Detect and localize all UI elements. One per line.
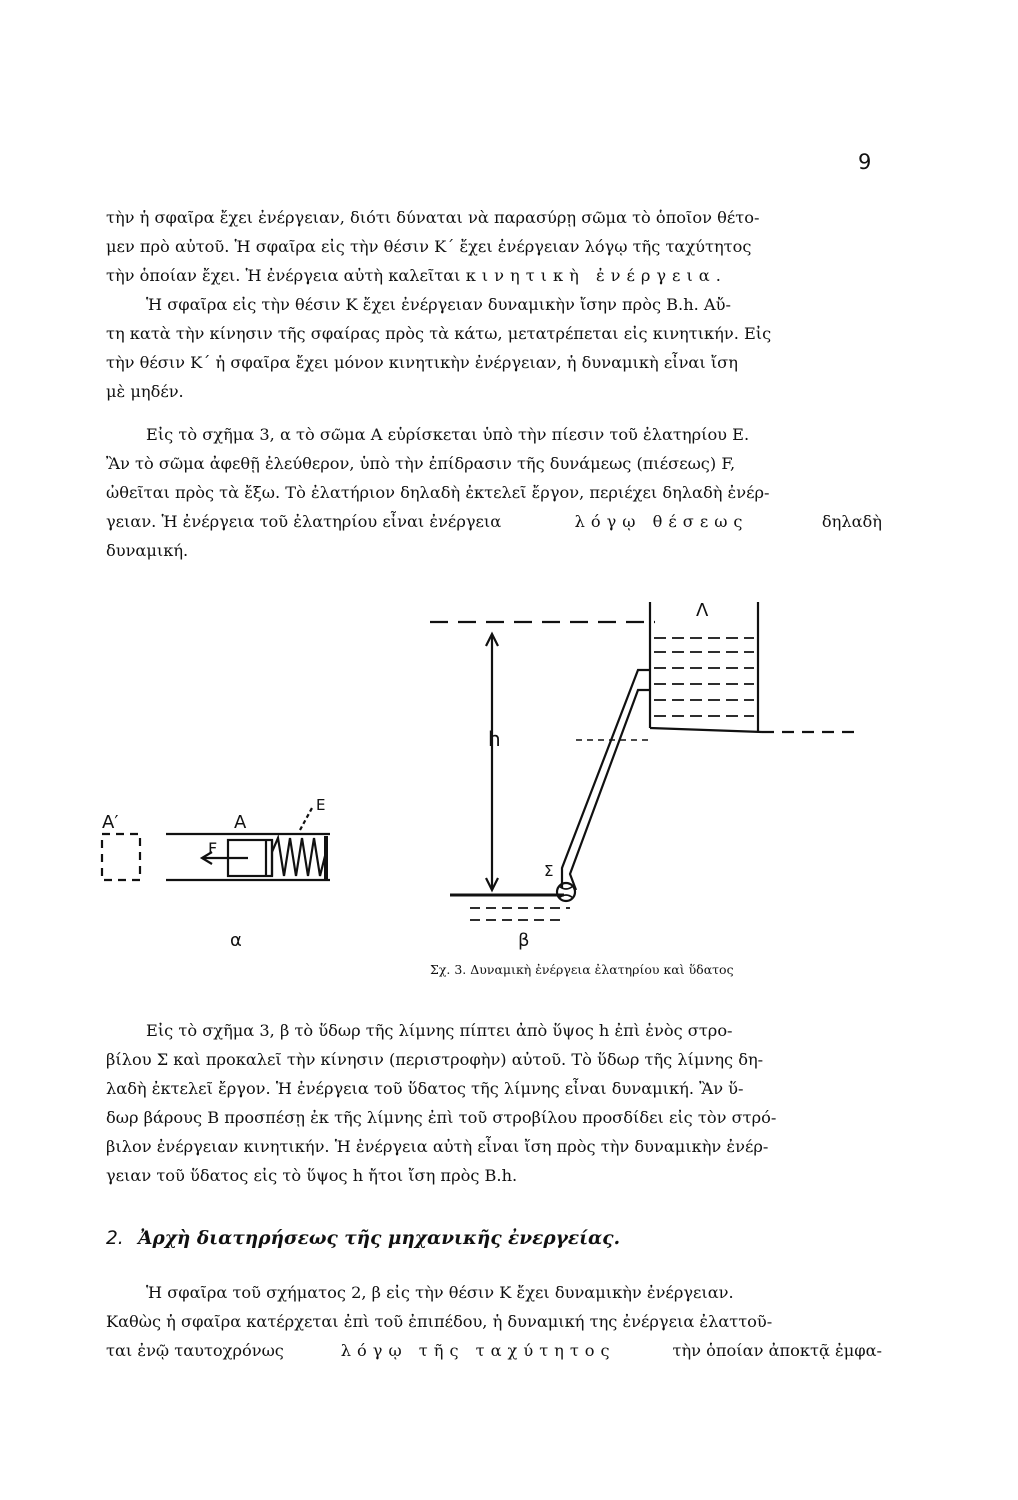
text-segment: ται ἐνῷ ταυτοχρόνως [106,1341,284,1360]
figure-3 [90,590,880,990]
text-line: δυναμική. [106,541,189,560]
text-segment: τὴν ὁποίαν ἀποκτᾷ ἐμφα- [672,1341,882,1360]
text-line: τὴν ἡ σφαῖρα ἔχει ἐνέργειαν, διότι δύναται νὰ παρασύρῃ σῶμα τὸ ὁποῖον θέτο- [106,208,760,227]
label-beta: β [518,930,530,951]
text-segment: τὴν ὁποίαν ἔχει. Ἡ ἐνέργεια αὐτὴ καλεῖται [106,266,461,285]
text-line: ὠθεῖται πρὸς τὰ ἔξω. Τὸ ἐλατήριον δηλαδὴ ἐκτελεῖ ἔργον, περιέχει δηλαδὴ ἐνέρ- [106,483,770,502]
text-line: Ἂν τὸ σῶμα ἀφεθῇ ἐλεύθερον, ὑπὸ τὴν ἐπίδρασιν τῆς δυνάμεως (πιέσεως) F, [106,454,736,473]
text-line: Ἡ σφαῖρα τοῦ σχήματος 2, β εἰς τὴν θέσιν Κ ἔχει δυναμικὴν ἐνέργειαν. [146,1283,734,1302]
paragraph-4 [106,1016,882,1190]
text-line [106,507,882,536]
spaced-term: κινητικὴ ἐνέργεια. [465,266,727,285]
label-lambda: Λ [696,600,709,621]
label-f: F [208,839,218,858]
text-line [106,1336,882,1365]
text-line: Εἰς τὸ σχῆμα 3, β τὸ ὕδωρ τῆς λίμνης πίπτει ἀπὸ ὕψος h ἐπὶ ἑνὸς στρο- [146,1021,733,1040]
section-number: 2. [106,1228,124,1249]
penstock-pipe-inner [570,690,650,890]
text-line: βίλου Σ καὶ προκαλεῖ τὴν κίνησιν (περιστροφὴν) αὐτοῦ. Τὸ ὕδωρ τῆς λίμνης δη- [106,1050,764,1069]
paragraph-5 [106,1278,882,1365]
text-line: γειαν τοῦ ὕδατος εἰς τὸ ὕψος h ἤτοι ἴση πρὸς Β.h. [106,1166,518,1185]
text-line: τὴν θέσιν Κ΄ ἡ σφαῖρα ἔχει μόνον κινητικὴν ἐνέργειαν, ἡ δυναμικὴ εἶναι ἴση [106,353,738,372]
label-a: A [234,812,247,833]
text-segment: δηλαδὴ [821,512,882,531]
text-line: Ἡ σφαῖρα εἰς τὴν θέσιν Κ ἔχει ἐνέργειαν δυναμικὴν ἴσην πρὸς Β.h. Αὔ- [146,295,731,314]
label-a-prime: A′ [102,812,119,833]
label-e: E [316,796,326,814]
text-line: δωρ βάρους Β προσπέσῃ ἐκ τῆς λίμνης ἐπὶ τοῦ στροβίλου προσδίδει εἰς τὸν στρό- [106,1108,777,1127]
spaced-term: λόγῳ τῆς ταχύτητος [340,1341,616,1360]
text-line: Εἰς τὸ σχῆμα 3, α τὸ σῶμα Α εὑρίσκεται ὑπὸ τὴν πίεσιν τοῦ ἐλατηρίου Ε. [146,425,750,444]
text-segment: γειαν. Ἡ ἐνέργεια τοῦ ἐλατηρίου εἶναι ἐνέργεια [106,512,502,531]
label-alpha: α [230,930,242,951]
section-heading [106,1228,620,1249]
label-sigma: Σ [544,862,554,880]
figure-caption: Σχ. 3. Δυναμικὴ ἐνέργεια ἐλατηρίου καὶ ὕδατος [430,962,734,977]
text-line: λαδὴ ἐκτελεῖ ἔργον. Ἡ ἐνέργεια τοῦ ὕδατος τῆς λίμνης εἶναι δυναμική. Ἂν ὕ- [106,1079,744,1098]
spring-e [272,838,326,876]
spaced-term: λόγῳ θέσεως [574,512,749,531]
page-number: 9 [858,150,872,174]
paragraph-2 [106,290,882,406]
text-line: τη κατὰ τὴν κίνησιν τῆς σφαίρας πρὸς τὰ κάτω, μετατρέπεται εἰς κινητικήν. Εἰς [106,324,772,343]
text-line: μὲ μηδέν. [106,382,184,401]
paragraph-1 [106,203,882,290]
text-line: βιλον ἐνέργειαν κινητικήν. Ἡ ἐνέργεια αὐτὴ εἶναι ἴση πρὸς τὴν δυναμικὴν ἐνέρ- [106,1137,769,1156]
section-title: Ἀρχὴ διατηρήσεως τῆς μηχανικῆς ἐνεργείας. [138,1228,621,1249]
paragraph-3 [106,420,882,565]
label-h: h [488,727,501,751]
dashed-position-a-prime [102,834,140,880]
text-line: μεν πρὸ αὐτοῦ. Ἡ σφαῖρα εἰς τὴν θέσιν Κ΄ ἔχει ἐνέργειαν λόγῳ τῆς ταχύτητος [106,237,752,256]
text-line: Καθὼς ἡ σφαῖρα κατέρχεται ἐπὶ τοῦ ἐπιπέδου, ἡ δυναμική της ἐνέργεια ἐλαττοῦ- [106,1312,773,1331]
text-line [106,261,882,290]
